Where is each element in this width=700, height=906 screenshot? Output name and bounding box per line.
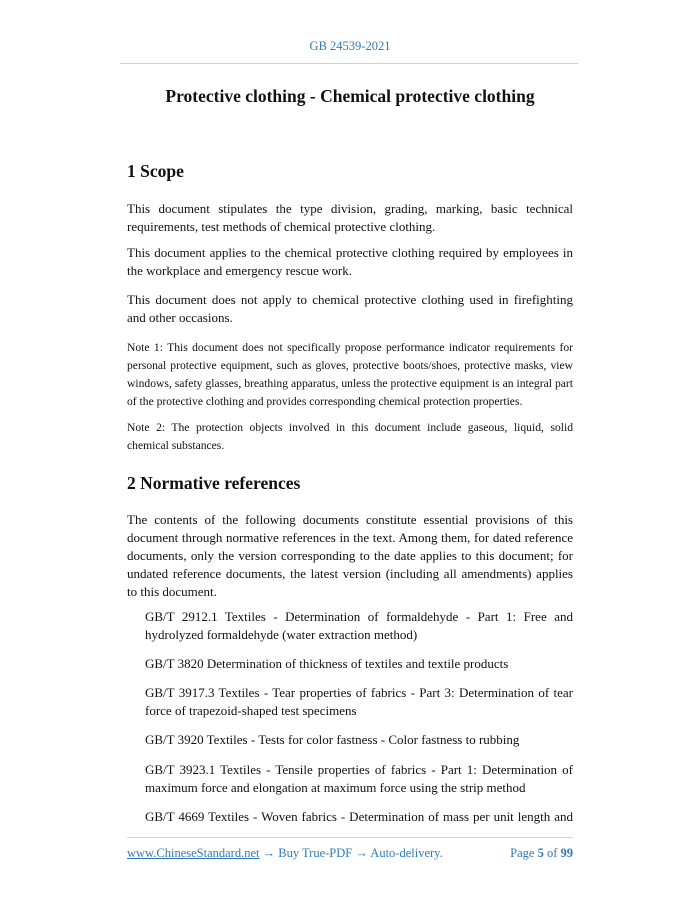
reference-item: GB/T 4669 Textiles - Woven fabrics - Determination of mass per unit length and xyxy=(145,809,573,824)
footer-promo-text: → Buy True-PDF → Auto-delivery. xyxy=(259,846,443,860)
page-title: Protective clothing - Chemical protective clothing xyxy=(165,86,535,106)
note: Note 1: This document does not specifically propose performance indicator requirements for personal protective equipment, such as gloves, protective boots/shoes, protective masks, view windows, safety glasses, breathing apparatus, unless the protective equipment is an integral part of the protective clothing and provides corresponding chemical protection properties. xyxy=(127,341,573,408)
paragraph: This document applies to the chemical protective clothing required by employees in the workplace and emergency rescue work. xyxy=(127,245,573,278)
page-current: 5 xyxy=(537,846,544,860)
footer-divider xyxy=(127,837,573,838)
page-of: of xyxy=(543,846,561,860)
header-doc-id: GB 24539-2021 xyxy=(309,39,391,53)
footer-promo xyxy=(127,846,443,861)
page-total: 99 xyxy=(560,846,573,860)
note: Note 2: The protection objects involved in this document include gaseous, liquid, solid chemical substances. xyxy=(127,421,573,452)
reference-item: GB/T 3820 Determination of thickness of textiles and textile products xyxy=(145,656,509,671)
header-divider xyxy=(120,63,578,64)
paragraph: This document stipulates the type division, grading, marking, basic technical requirements, test methods of chemical protective clothing. xyxy=(127,201,573,234)
section-heading-normative-references: 2 Normative references xyxy=(127,473,301,493)
paragraph: The contents of the following documents constitute essential provisions of this document through normative references in the text. Among them, for dated reference documents, only the version corresponding to the date applies to this document; for undated reference documents, the latest version (including all amendments) applies to this document. xyxy=(127,512,573,599)
page-prefix: Page xyxy=(510,846,538,860)
reference-item: GB/T 2912.1 Textiles - Determination of formaldehyde - Part 1: Free and hydrolyzed formaldehyde (water extraction method) xyxy=(145,609,573,642)
footer xyxy=(127,846,573,861)
reference-item: GB/T 3917.3 Textiles - Tear properties of fabrics - Part 3: Determination of tear force of trapezoid-shaped test specimens xyxy=(145,685,573,718)
section-heading-scope: 1 Scope xyxy=(127,161,184,181)
footer-site-link[interactable]: www.ChineseStandard.net xyxy=(127,846,260,860)
reference-item: GB/T 3920 Textiles - Tests for color fastness - Color fastness to rubbing xyxy=(145,732,520,747)
page-number xyxy=(510,846,573,861)
reference-item: GB/T 3923.1 Textiles - Tensile properties of fabrics - Part 1: Determination of maximum force and elongation at maximum force using the strip method xyxy=(145,762,573,795)
paragraph: This document does not apply to chemical protective clothing used in firefighting and other occasions. xyxy=(127,292,573,325)
